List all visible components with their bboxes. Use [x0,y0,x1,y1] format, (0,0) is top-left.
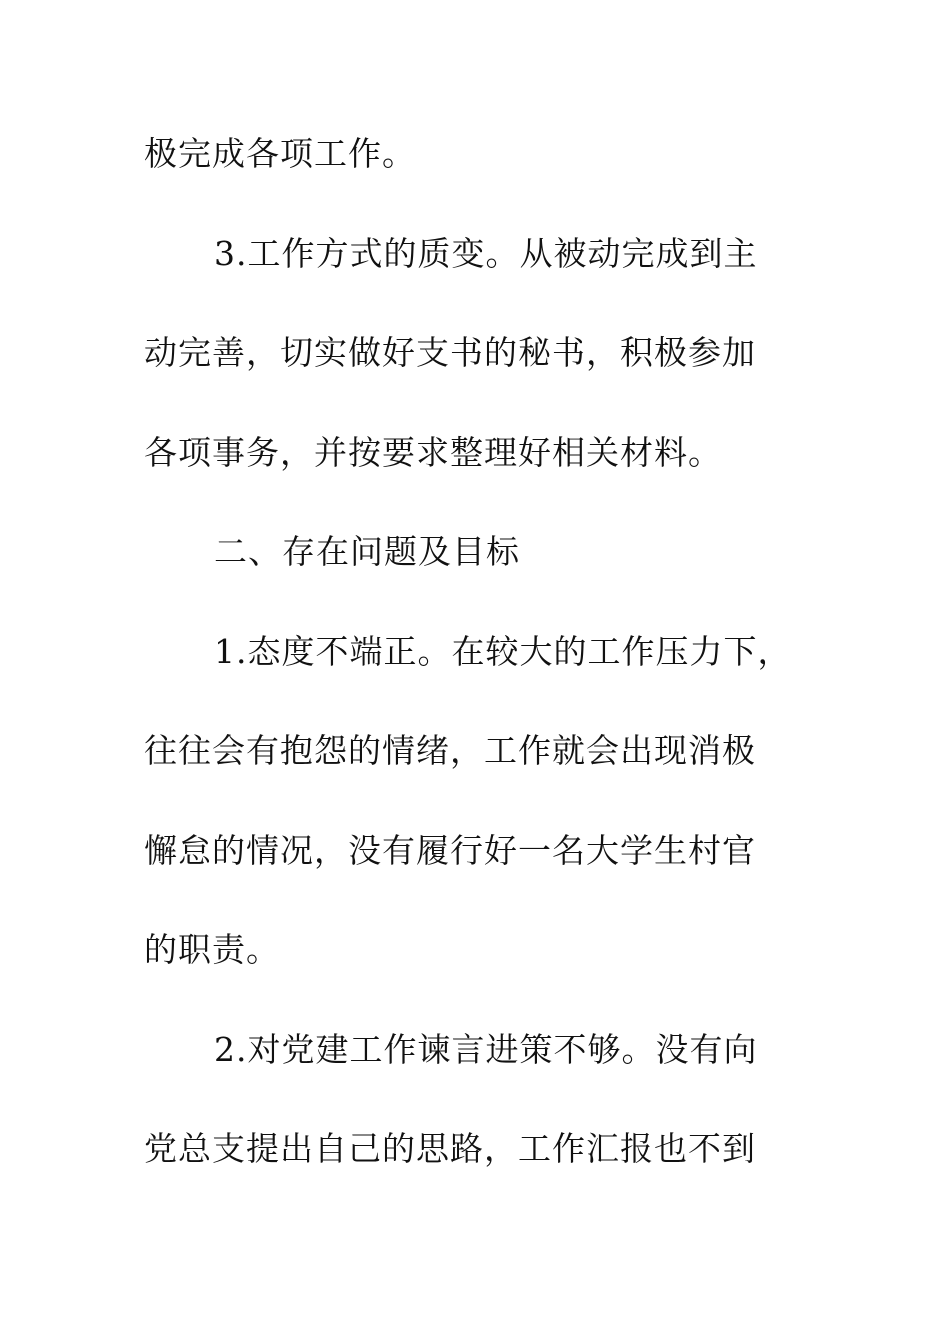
text-line: 各项事务，并按要求整理好相关材料。 [144,432,722,472]
text-line: 党总支提出自己的思路，工作汇报也不到 [144,1129,756,1168]
text-line-paragraph-start: 2.对党建工作谏言进策不够。没有向 [214,1029,758,1069]
text-line: 往往会有抱怨的情绪，工作就会出现消极 [144,731,756,770]
text-line-paragraph-start: 3.工作方式的质变。从被动完成到主 [214,233,758,273]
text-line-paragraph-start: 1.态度不端正。在较大的工作压力下， [214,631,792,671]
section-heading: 二、存在问题及目标 [214,532,520,571]
body-text [144,122,824,1217]
text-line: 懈怠的情况，没有履行好一名大学生村官 [144,830,756,870]
text-line: 的职责。 [144,930,280,969]
text-line: 动完善，切实做好支书的秘书，积极参加 [144,333,756,372]
text-line: 极完成各项工作。 [144,134,416,173]
